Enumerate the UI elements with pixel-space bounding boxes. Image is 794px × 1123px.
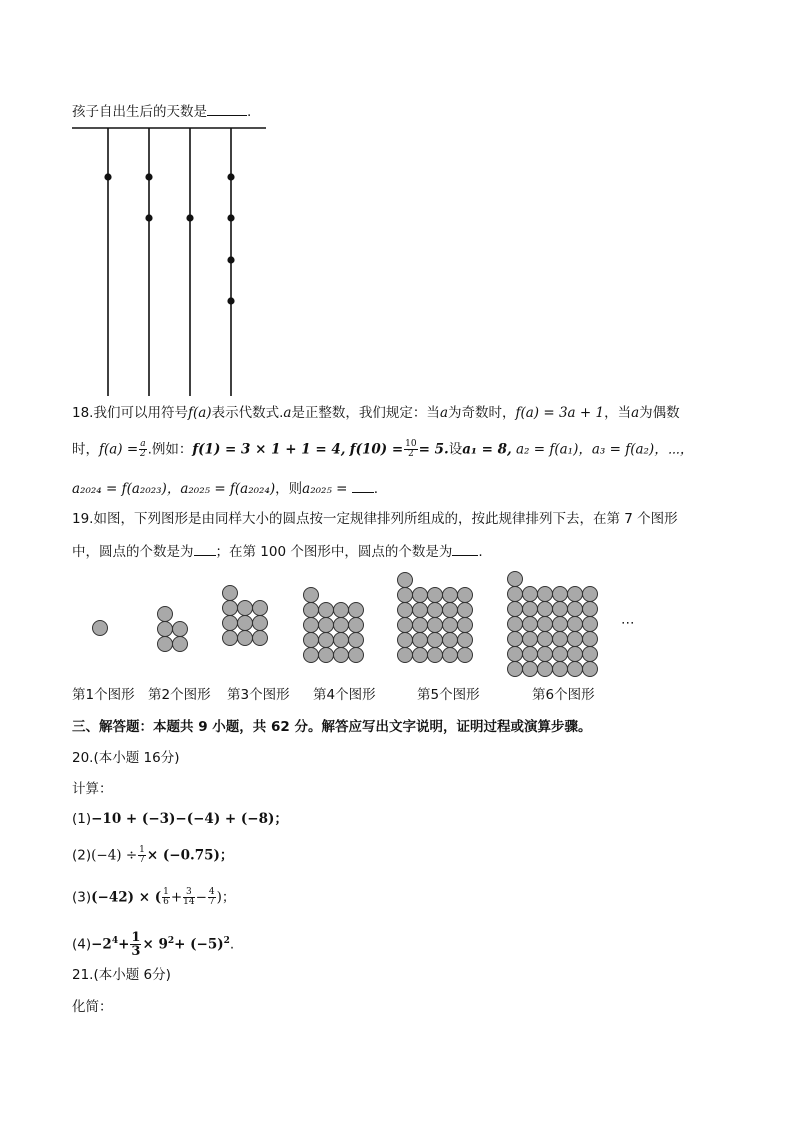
pattern-dot (413, 588, 428, 603)
pattern-dot (304, 648, 319, 663)
pattern-dot (583, 602, 598, 617)
pattern-dot (553, 617, 568, 632)
pattern-dot (458, 588, 473, 603)
pattern-dot (538, 587, 553, 602)
pattern-dot (158, 607, 173, 622)
pattern-dot (253, 601, 268, 616)
pattern-dot (398, 633, 413, 648)
pattern-dot (523, 662, 538, 677)
pattern-dot (413, 633, 428, 648)
pattern-dot (508, 617, 523, 632)
pattern-dot (568, 602, 583, 617)
pattern-dot (538, 632, 553, 647)
fraction: $\frac{a}{2}$ (140, 439, 146, 459)
figure-caption: 第1个图形 (72, 687, 135, 703)
pattern-dot (508, 602, 523, 617)
pattern-dot (443, 603, 458, 618)
pattern-dot (458, 618, 473, 633)
pattern-dot (553, 647, 568, 662)
pattern-dot (538, 662, 553, 677)
pattern-dot (583, 662, 598, 677)
q20-part-3: (3)(−42) × ( $\frac{1}{6}$ + $\frac{3}{14}$ − $\frac{4}{7}$ )； (72, 887, 236, 907)
figure-caption: 第3个图形 (227, 687, 290, 703)
pattern-dot (398, 618, 413, 633)
pattern-dot (568, 662, 583, 677)
pattern-dot (553, 632, 568, 647)
diagram-knot (227, 297, 234, 304)
pattern-dot (428, 588, 443, 603)
pattern-dot (458, 603, 473, 618)
diagram-knot (186, 214, 193, 221)
pattern-dot (173, 622, 188, 637)
pattern-dot (568, 632, 583, 647)
pattern-dot (238, 601, 253, 616)
pattern-dot (304, 633, 319, 648)
pattern-dot (568, 617, 583, 632)
pattern-ellipsis: ⋯ (621, 615, 635, 631)
q20-head: 20.(本小题 16分) (72, 750, 180, 766)
q21-head: 21.(本小题 6分) (72, 967, 171, 983)
figure-caption: 第4个图形 (313, 687, 376, 703)
pattern-dot (223, 631, 238, 646)
pattern-dot (223, 616, 238, 631)
section-header: 三、解答题：本题共 9 小题，共 62 分。解答应写出文字说明，证明过程或演算步骤。 (72, 719, 592, 735)
pattern-dot (458, 648, 473, 663)
pattern-dot (158, 622, 173, 637)
pattern-dot (443, 648, 458, 663)
pattern-dot (304, 588, 319, 603)
pattern-dot (523, 617, 538, 632)
pattern-dot (553, 587, 568, 602)
pattern-dot (398, 573, 413, 588)
q19-line-1: 19.如图，下列图形是由同样大小的圆点按一定规律排列所组成的，按此规律排列下去，在第 7 个图形 (72, 511, 678, 527)
pattern-dot (508, 632, 523, 647)
pattern-dot (538, 617, 553, 632)
pattern-dot (428, 648, 443, 663)
pattern-dot (319, 618, 334, 633)
pattern-dot (349, 648, 364, 663)
figure-caption: 第6个图形 (532, 687, 595, 703)
diagram-knot (145, 173, 152, 180)
pattern-dot (319, 648, 334, 663)
pattern-dot (443, 618, 458, 633)
q17-text: 孩子自出生后的天数是 . (72, 104, 252, 120)
pattern-dot (583, 587, 598, 602)
answer-blank (194, 543, 216, 556)
pattern-dot (523, 587, 538, 602)
pattern-dot (583, 647, 598, 662)
pattern-dot (319, 603, 334, 618)
q20-part-2: (2)(−4) ÷ $\frac{1}{7}$ × (−0.75)； (72, 845, 234, 865)
pattern-dot (413, 603, 428, 618)
q20-part-1: (1)−10 + (−3)−(−4) + (−8)； (72, 811, 288, 827)
pattern-dot (173, 637, 188, 652)
figure-caption: 第5个图形 (417, 687, 480, 703)
pattern-dot (538, 602, 553, 617)
pattern-dot (553, 602, 568, 617)
q18-line-3: a₂₀₂₄ = f(a₂₀₂₃)，a₂₀₂₅ = f(a₂₀₂₄)，则a₂₀₂₅ = . (72, 481, 379, 497)
figure-caption: 第2个图形 (148, 687, 211, 703)
dot-pattern-figures (93, 572, 598, 677)
pattern-dot (334, 618, 349, 633)
diagram-knot (227, 214, 234, 221)
pattern-dot (304, 603, 319, 618)
pattern-dot (583, 617, 598, 632)
pattern-dot (334, 648, 349, 663)
pattern-dot (349, 603, 364, 618)
pattern-dot (553, 662, 568, 677)
pattern-dot (253, 631, 268, 646)
fraction: $\frac{10}{2}$ (405, 439, 417, 459)
q20-instruction: 计算： (72, 781, 113, 797)
q19-line-2: 中，圆点的个数是为 ；在第 100 个图形中，圆点的个数是为 . (72, 544, 483, 560)
pattern-dot (428, 618, 443, 633)
pattern-dot (568, 647, 583, 662)
pattern-dot (413, 648, 428, 663)
pattern-dot (538, 647, 553, 662)
pattern-dot (413, 618, 428, 633)
pattern-dot (568, 587, 583, 602)
q18-line-2: 时，f(a) = $\frac{a}{2}$ .例如：f(1) = 3 × 1 + 1 = 4, f(10) = $\frac{10}{2}$ = 5.设a₁ = 8, a₂ = f(a₁)，a₃ = f(a₂)，⋯， (72, 439, 694, 459)
q21-instruction: 化简： (72, 999, 113, 1015)
pattern-dot (428, 603, 443, 618)
pattern-dot (508, 662, 523, 677)
diagram-knot (104, 173, 111, 180)
pattern-dot (443, 588, 458, 603)
pattern-dot (238, 631, 253, 646)
pattern-dot (319, 633, 334, 648)
pattern-dot (253, 616, 268, 631)
pattern-dot (334, 603, 349, 618)
pattern-dot (458, 633, 473, 648)
pattern-dot (428, 633, 443, 648)
pattern-dot (349, 633, 364, 648)
q20-part-4: $(4)-2^4+$ $\frac{1}{3}$ × $9^2+ (-5)^2$. (72, 930, 235, 959)
answer-blank (352, 480, 374, 493)
diagram-knot (227, 173, 234, 180)
answer-blank (452, 543, 478, 556)
diagram-knot (145, 214, 152, 221)
pattern-dot (523, 602, 538, 617)
pattern-dot (238, 616, 253, 631)
pattern-dot (158, 637, 173, 652)
pattern-dot (443, 633, 458, 648)
pattern-dot (508, 587, 523, 602)
diagram-knot (227, 256, 234, 263)
pattern-dot (398, 603, 413, 618)
pattern-dot (508, 572, 523, 587)
pattern-dot (398, 648, 413, 663)
pattern-dot (304, 618, 319, 633)
q18-line-1: 18.我们可以用符号f(a)表示代数式.a是正整数，我们规定：当a为奇数时，f(a) = 3a + 1，当a为偶数 (72, 405, 680, 421)
pattern-dot (583, 632, 598, 647)
pattern-dot (93, 621, 108, 636)
pattern-dot (523, 647, 538, 662)
pattern-dot (223, 601, 238, 616)
pattern-dot (398, 588, 413, 603)
pattern-dot (349, 618, 364, 633)
pattern-dot (334, 633, 349, 648)
pattern-dot (508, 647, 523, 662)
pattern-dot (223, 586, 238, 601)
pattern-dot (523, 632, 538, 647)
